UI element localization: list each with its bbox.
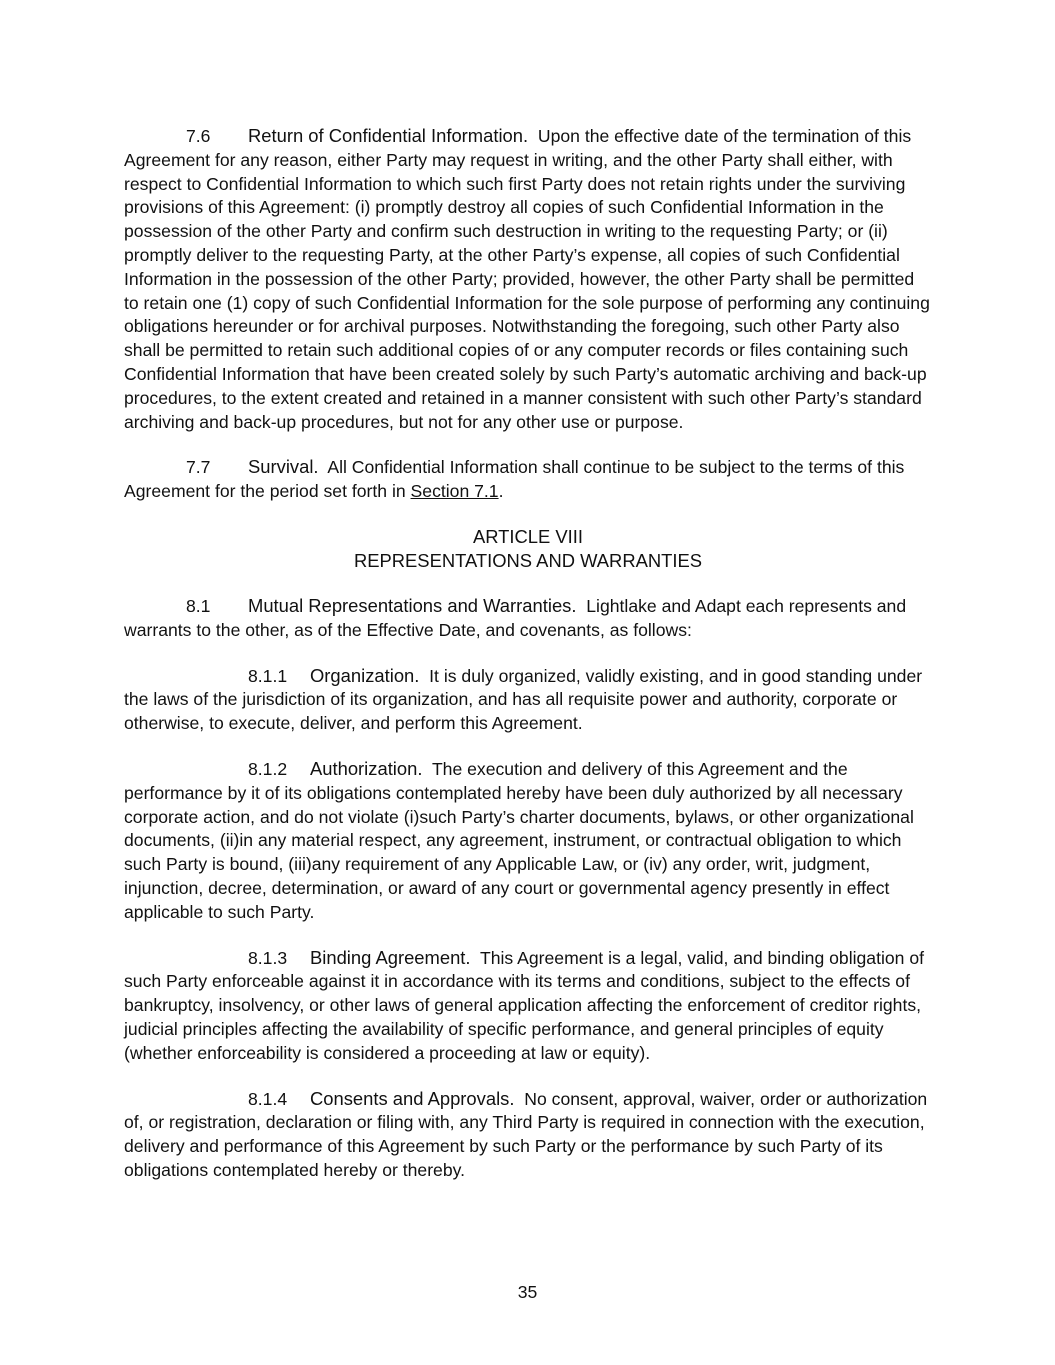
section-number: 7.6 [186,126,211,146]
section-heading: Mutual Representations and Warranties. [248,594,577,616]
subsection-number: 8.1.2 [248,758,288,779]
document-body [124,124,932,1204]
section-7-7 [124,455,932,504]
section-8-1-3 [124,946,932,1066]
section-8-1-2 [124,757,932,925]
article-title: ARTICLE VIII [472,525,584,547]
subsection-heading: Organization. [310,664,420,686]
subsection-number: 8.1.4 [248,1088,288,1109]
section-number: 8.1 [186,595,211,616]
section-reference-link[interactable]: Section 7.1 [410,481,499,502]
subsection-body: It is duly organized, validly existing, and in good standing under the laws of the jurisdiction of its organization, and has all requisite power and authority, corporate or otherwise, to execute, deliver, and perform this Agreement. [124,665,923,734]
section-7-6 [124,124,932,434]
section-heading: Return of Confidential Information. [248,125,529,146]
subsection-body: The execution and delivery of this Agreement and the performance by it of its obligations contemplated hereby have been duly authorized by all necessary corporate action, and do not violate (i)such Party’s charter documents, bylaws, or other organizational documents, (ii)in any material respect, any agreement, instrument, or contractual obligation to which such Party is bound, (iii)any requirement of any Applicable Law, or (iv) any order, writ, judgment, injunction, decree, determination, or award of any court or governmental agency presently in effect applicable to such Party. [124,758,914,922]
section-8-1-1 [124,664,932,736]
section-body-end: . [498,481,504,502]
subsection-heading: Binding Agreement. [310,946,471,968]
subsection-number: 8.1.1 [248,665,288,686]
section-8-1 [124,594,932,643]
subsection-body: This Agreement is a legal, valid, and binding obligation of such Party enforceable against it in accordance with its terms and conditions, subject to the effects of bankruptcy, insolvency, or other laws of general application affecting the enforcement of creditor rights, judicial principles affecting the availability of specific performance, and general principles of equity (whether enforceability is considered a proceeding at law or equity). [124,947,925,1063]
subsection-number: 8.1.3 [248,947,288,968]
article-subtitle: REPRESENTATIONS AND WARRANTIES [353,549,703,571]
section-8-1-4 [124,1087,932,1183]
article-heading [124,525,932,573]
subsection-body: No consent, approval, waiver, order or authorization of, or registration, declaration or filing with, any Third Party is required in connection with the execution, delivery and performance of this Agreement by such Party or the performance by such Party of its obligations contemplated hereby or thereby. [124,1088,928,1180]
section-number: 7.7 [186,457,211,478]
page-number: 35 [517,1282,538,1302]
subsection-heading: Consents and Approvals. [310,1087,515,1109]
section-body: Lightlake and Adapt each represents and warrants to the other, as of the Effective Date, and covenants, as follows: [124,595,907,640]
section-body: Upon the effective date of the termination of this Agreement for any reason, either Party may request in writing, and the other Party shall either, with respect to Confidential Information to which such first Party does not retain rights under the surviving provisions of this Agreement: (i) promptly destroy all copies of such Confidential Information in the possession of the other Party and confirm such destruction in writing to the requesting Party; or (ii) promptly deliver to the requesting Party, at the other Party’s expense, all copies of such Confidential Information in the possession of the other Party; provided, however, the other Party shall be permitted to retain one (1) copy of such Confidential Information for the sole purpose of performing any continuing obligations hereunder or for archival purposes. Notwithstanding the foregoing, such other Party also shall be permitted to retain such additional copies of or any computer records or files containing such Confidential Information that have been created solely by such Party’s automatic archiving and back-up procedures, to the extent created and retained in a manner consistent with such other Party’s standard archiving and back-up procedures, but not for any other use or purpose. [124,126,930,432]
subsection-heading: Authorization. [310,757,423,779]
section-body: All Confidential Information shall continue to be subject to the terms of this Agreement for the period set forth in [124,457,905,502]
section-heading: Survival. [248,456,319,478]
